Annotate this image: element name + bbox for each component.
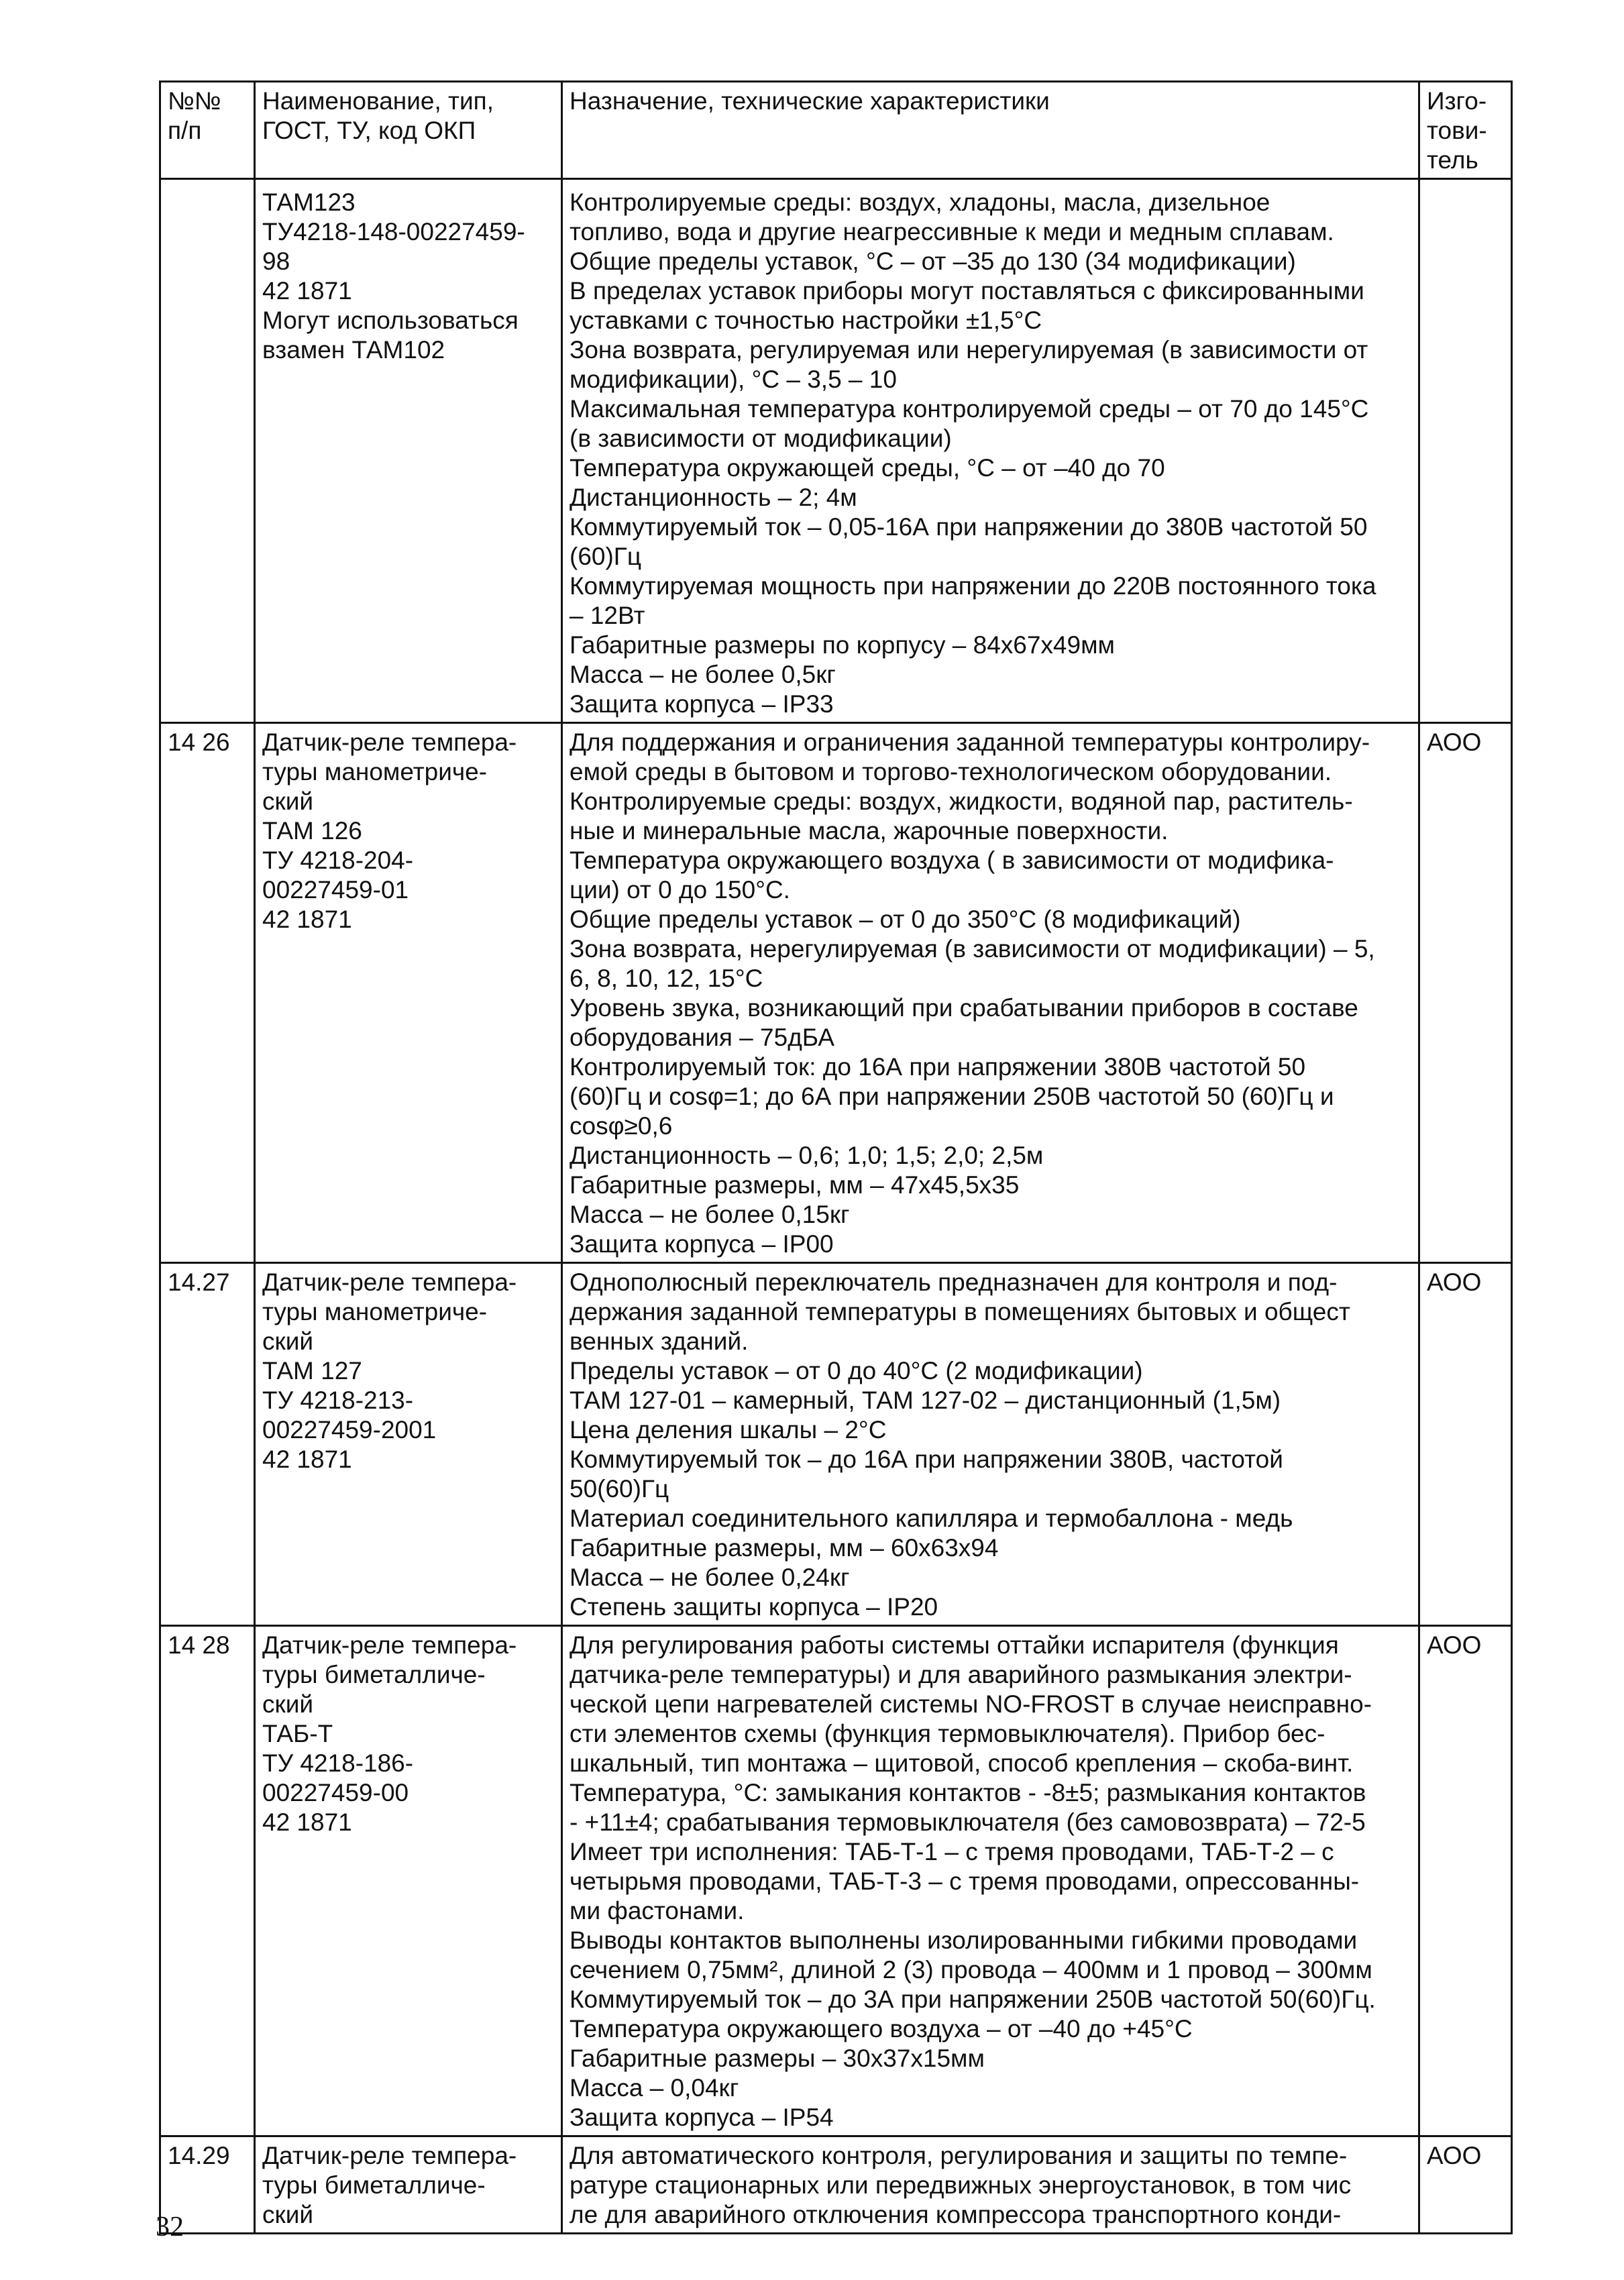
product-name-line: 42 1871 bbox=[262, 1808, 352, 1836]
description-line: Габаритные размеры по корпусу – 84x67x49мм bbox=[570, 631, 1115, 659]
description-line: Общие пределы уставок, °С – от –35 до 130 (34 модификации) bbox=[570, 248, 1296, 275]
manufacturer-cell bbox=[1419, 2136, 1512, 2234]
description-line: Цена деления шкалы – 2°С bbox=[570, 1416, 887, 1444]
product-name-line: Датчик-реле темпера- bbox=[262, 728, 517, 756]
product-name-line: ТАМ 127 bbox=[262, 1357, 362, 1385]
description-line: уставками с точностью настройки ±1,5°С bbox=[570, 307, 1042, 334]
product-name-line: ский bbox=[262, 1327, 314, 1355]
product-name-line: 00227459-00 bbox=[262, 1779, 409, 1806]
header-desc bbox=[562, 82, 1419, 179]
description-line: ми фастонами. bbox=[570, 1897, 745, 1924]
description-line: ТАМ 127-01 – камерный, ТАМ 127-02 – дистанционный (1,5м) bbox=[570, 1387, 1281, 1414]
description-line: (в зависимости от модификации) bbox=[570, 425, 952, 452]
table-row bbox=[160, 179, 1512, 723]
product-name-cell bbox=[255, 179, 562, 723]
description-line: оборудования – 75дБА bbox=[570, 1024, 834, 1051]
product-name-line: 42 1871 bbox=[262, 277, 352, 305]
header-maker bbox=[1419, 82, 1512, 179]
description-line: 50(60)Гц bbox=[570, 1475, 669, 1503]
description-line: Общие пределы уставок – от 0 до 350°С (8 модификаций) bbox=[570, 906, 1241, 933]
description-line: Контролируемые среды: воздух, жидкости, водяной пар, раститель- bbox=[570, 788, 1353, 815]
description-line: сечением 0,75мм², длиной 2 (3) провода – 400мм и 1 провод – 300мм bbox=[570, 1956, 1372, 1984]
description-line: Зона возврата, нерегулируемая (в зависимости от модификации) – 5, bbox=[570, 935, 1375, 963]
description-line: Коммутируемый ток – до 16А при напряжении 380В, частотой bbox=[570, 1446, 1283, 1473]
description-line: Защита корпуса – IP33 bbox=[570, 690, 834, 718]
product-name-line: 42 1871 bbox=[262, 1446, 352, 1473]
row-number-cell bbox=[160, 1626, 255, 2136]
description-line: Для регулирования работы системы оттайки испарителя (функция bbox=[570, 1631, 1339, 1659]
row-number: 14.29 bbox=[168, 2142, 230, 2169]
header-num-line: №№ bbox=[168, 87, 221, 115]
table-row bbox=[160, 723, 1512, 1263]
description-line: емой среды в бытовом и торгово-технологическом оборудовании. bbox=[570, 758, 1332, 785]
description-line: Температура окружающей среды, °С – от –40 до 70 bbox=[570, 454, 1165, 482]
header-num-line: п/п bbox=[168, 117, 202, 144]
product-description-cell bbox=[562, 1626, 1419, 2136]
description-line: 6, 8, 10, 12, 15°С bbox=[570, 965, 763, 992]
description-line: Коммутируемая мощность при напряжении до 220В постоянного тока bbox=[570, 572, 1376, 600]
row-number-cell bbox=[160, 723, 255, 1263]
product-name-line: туры биметалличе- bbox=[262, 1661, 486, 1688]
description-line: Однополюсный переключатель предназначен для контроля и под- bbox=[570, 1268, 1338, 1296]
description-line: ратуре стационарных или передвижных энергоустановок, в том чис bbox=[570, 2171, 1352, 2199]
product-description-cell bbox=[562, 723, 1419, 1263]
description-line: Габаритные размеры, мм – 60x63x94 bbox=[570, 1534, 999, 1562]
product-name-line: Датчик-реле темпера- bbox=[262, 2142, 517, 2169]
product-name-line: Датчик-реле темпера- bbox=[262, 1268, 517, 1296]
header-name-line: ГОСТ, ТУ, код ОКП bbox=[262, 117, 476, 144]
table-header-row bbox=[160, 82, 1512, 179]
product-name-line: Могут использоваться bbox=[262, 307, 519, 334]
product-name-line: Датчик-реле темпера- bbox=[262, 1631, 517, 1659]
product-name-line: ТАБ-Т bbox=[262, 1720, 333, 1747]
product-name-line: ТУ 4218-204- bbox=[262, 847, 414, 874]
description-line: Дистанционность – 0,6; 1,0; 1,5; 2,0; 2,5м bbox=[570, 1142, 1044, 1169]
description-line: Габаритные размеры – 30x37x15мм bbox=[570, 2045, 985, 2072]
header-name bbox=[255, 82, 562, 179]
product-name-cell bbox=[255, 2136, 562, 2234]
product-name-line: туры манометриче- bbox=[262, 1298, 488, 1325]
header-maker-line: Изго- bbox=[1427, 87, 1487, 115]
description-line: Имеет три исполнения: ТАБ-Т-1 – с тремя проводами, ТАБ-Т-2 – с bbox=[570, 1838, 1334, 1865]
description-line: Масса – 0,04кг bbox=[570, 2074, 739, 2102]
description-line: сти элементов схемы (функция термовыключателя). Прибор бес- bbox=[570, 1720, 1325, 1747]
manufacturer: АОО bbox=[1427, 1268, 1482, 1296]
table-body bbox=[160, 179, 1512, 2234]
description-line: Коммутируемый ток – 0,05-16А при напряжении до 380В частотой 50 bbox=[570, 513, 1368, 541]
description-line: Выводы контактов выполнены изолированными гибкими проводами bbox=[570, 1926, 1358, 1954]
product-name-line: 00227459-2001 bbox=[262, 1416, 437, 1444]
description-line: – 12Вт bbox=[570, 602, 645, 629]
table-row bbox=[160, 1626, 1512, 2136]
description-line: (60)Гц bbox=[570, 543, 642, 570]
product-name-line: ТАМ123 bbox=[262, 188, 356, 216]
product-name-cell bbox=[255, 1263, 562, 1626]
description-line: Габаритные размеры, мм – 47x45,5x35 bbox=[570, 1171, 1020, 1199]
description-line: ные и минеральные масла, жарочные поверхности. bbox=[570, 817, 1169, 845]
product-name-line: ТУ 4218-213- bbox=[262, 1387, 414, 1414]
manufacturer-cell bbox=[1419, 1626, 1512, 2136]
description-line: Защита корпуса – IP00 bbox=[570, 1230, 834, 1258]
manufacturer: АОО bbox=[1427, 728, 1482, 756]
description-line: Материал соединительного капилляра и термобаллона - медь bbox=[570, 1505, 1293, 1532]
manufacturer-cell bbox=[1419, 723, 1512, 1263]
description-line: (60)Гц и cosφ=1; до 6А при напряжении 250В частотой 50 (60)Гц и bbox=[570, 1083, 1334, 1110]
product-name-line: ТАМ 126 bbox=[262, 817, 362, 845]
header-name-line: Наименование, тип, bbox=[262, 87, 494, 115]
description-line: Степень защиты корпуса – IP20 bbox=[570, 1593, 938, 1621]
description-line: В пределах уставок приборы могут поставляться с фиксированными bbox=[570, 277, 1364, 305]
description-line: Температура окружающего воздуха – от –40 до +45°С bbox=[570, 2015, 1193, 2043]
row-number: 14 28 bbox=[168, 1631, 230, 1659]
description-line: Дистанционность – 2; 4м bbox=[570, 484, 857, 511]
description-line: Масса – не более 0,5кг bbox=[570, 661, 836, 688]
product-name-cell bbox=[255, 1626, 562, 2136]
description-line: Температура, °С: замыкания контактов - -8±5; размыкания контактов bbox=[570, 1779, 1366, 1806]
product-name-line: ТУ4218-148-00227459- bbox=[262, 218, 525, 246]
description-line: Пределы уставок – от 0 до 40°С (2 модификации) bbox=[570, 1357, 1143, 1385]
row-number: 14.27 bbox=[168, 1268, 230, 1296]
product-description-cell bbox=[562, 179, 1419, 723]
manufacturer: АОО bbox=[1427, 1631, 1482, 1659]
description-line: четырьмя проводами, ТАБ-Т-3 – с тремя проводами, опрессованны- bbox=[570, 1867, 1360, 1895]
product-name-line: туры манометриче- bbox=[262, 758, 488, 785]
header-num bbox=[160, 82, 255, 179]
product-name-line: ТУ 4218-186- bbox=[262, 1749, 414, 1777]
description-line: cosφ≥0,6 bbox=[570, 1112, 673, 1140]
product-name-line: 42 1871 bbox=[262, 906, 352, 933]
description-line: ческой цепи нагревателей системы NO-FROST в случае неисправно- bbox=[570, 1690, 1372, 1718]
description-line: Коммутируемый ток – до 3А при напряжении 250В частотой 50(60)Гц. bbox=[570, 1986, 1376, 2013]
description-line: датчика-реле температуры) и для аварийного размыкания электри- bbox=[570, 1661, 1352, 1688]
description-line: топливо, вода и другие неагрессивные к меди и медным сплавам. bbox=[570, 218, 1334, 246]
description-line: Контролируемые среды: воздух, хладоны, масла, дизельное bbox=[570, 188, 1270, 216]
description-line: ции) от 0 до 150°С. bbox=[570, 876, 790, 904]
description-line: Для поддержания и ограничения заданной температуры контролиру- bbox=[570, 728, 1370, 756]
product-name-line: ский bbox=[262, 788, 314, 815]
product-name-line: ский bbox=[262, 2201, 314, 2228]
product-name-cell bbox=[255, 723, 562, 1263]
description-line: Масса – не более 0,24кг bbox=[570, 1564, 850, 1591]
row-number-cell bbox=[160, 179, 255, 723]
product-name-line: туры биметалличе- bbox=[262, 2171, 486, 2199]
description-line: Защита корпуса – IP54 bbox=[570, 2104, 834, 2131]
manufacturer-cell bbox=[1419, 179, 1512, 723]
table-row bbox=[160, 2136, 1512, 2234]
description-line: Максимальная температура контролируемой среды – от 70 до 145°С bbox=[570, 395, 1369, 423]
description-line: Температура окружающего воздуха ( в зависимости от модифика- bbox=[570, 847, 1334, 874]
description-line: Контролируемый ток: до 16А при напряжении 380В частотой 50 bbox=[570, 1053, 1306, 1081]
description-line: Уровень звука, возникающий при срабатывании приборов в составе bbox=[570, 994, 1358, 1022]
description-line: венных зданий. bbox=[570, 1327, 749, 1355]
product-name-line: взамен ТАМ102 bbox=[262, 336, 445, 364]
description-line: ле для аварийного отключения компрессора транспортного конди- bbox=[570, 2201, 1342, 2228]
description-line: модификации), °С – 3,5 – 10 bbox=[570, 366, 897, 393]
row-number: 14 26 bbox=[168, 728, 230, 756]
product-description-cell bbox=[562, 1263, 1419, 1626]
product-table bbox=[159, 80, 1513, 2234]
description-line: держания заданной температуры в помещениях бытовых и общест bbox=[570, 1298, 1350, 1325]
product-name-line: 98 bbox=[262, 248, 290, 275]
product-name-line: 00227459-01 bbox=[262, 876, 409, 904]
manufacturer: АОО bbox=[1427, 2142, 1482, 2169]
description-line: Для автоматического контроля, регулирования и защиты по темпе- bbox=[570, 2142, 1348, 2169]
description-line: Масса – не более 0,15кг bbox=[570, 1201, 850, 1228]
product-description-cell bbox=[562, 2136, 1419, 2234]
header-desc-line: Назначение, технические характеристики bbox=[570, 87, 1050, 115]
header-maker-line: тови- bbox=[1427, 117, 1487, 144]
header-maker-line: тель bbox=[1427, 146, 1478, 174]
table-row bbox=[160, 1263, 1512, 1626]
product-name-line: ский bbox=[262, 1690, 314, 1718]
description-line: Зона возврата, регулируемая или нерегулируемая (в зависимости от bbox=[570, 336, 1368, 364]
row-number-cell bbox=[160, 1263, 255, 1626]
manufacturer-cell bbox=[1419, 1263, 1512, 1626]
description-line: шкальный, тип монтажа – щитовой, способ крепления – скоба-винт. bbox=[570, 1749, 1354, 1777]
description-line: - +11±4; срабатывания термовыключателя (без самовозврата) – 72-5 bbox=[570, 1808, 1366, 1836]
page-number: 32 bbox=[156, 2212, 184, 2242]
